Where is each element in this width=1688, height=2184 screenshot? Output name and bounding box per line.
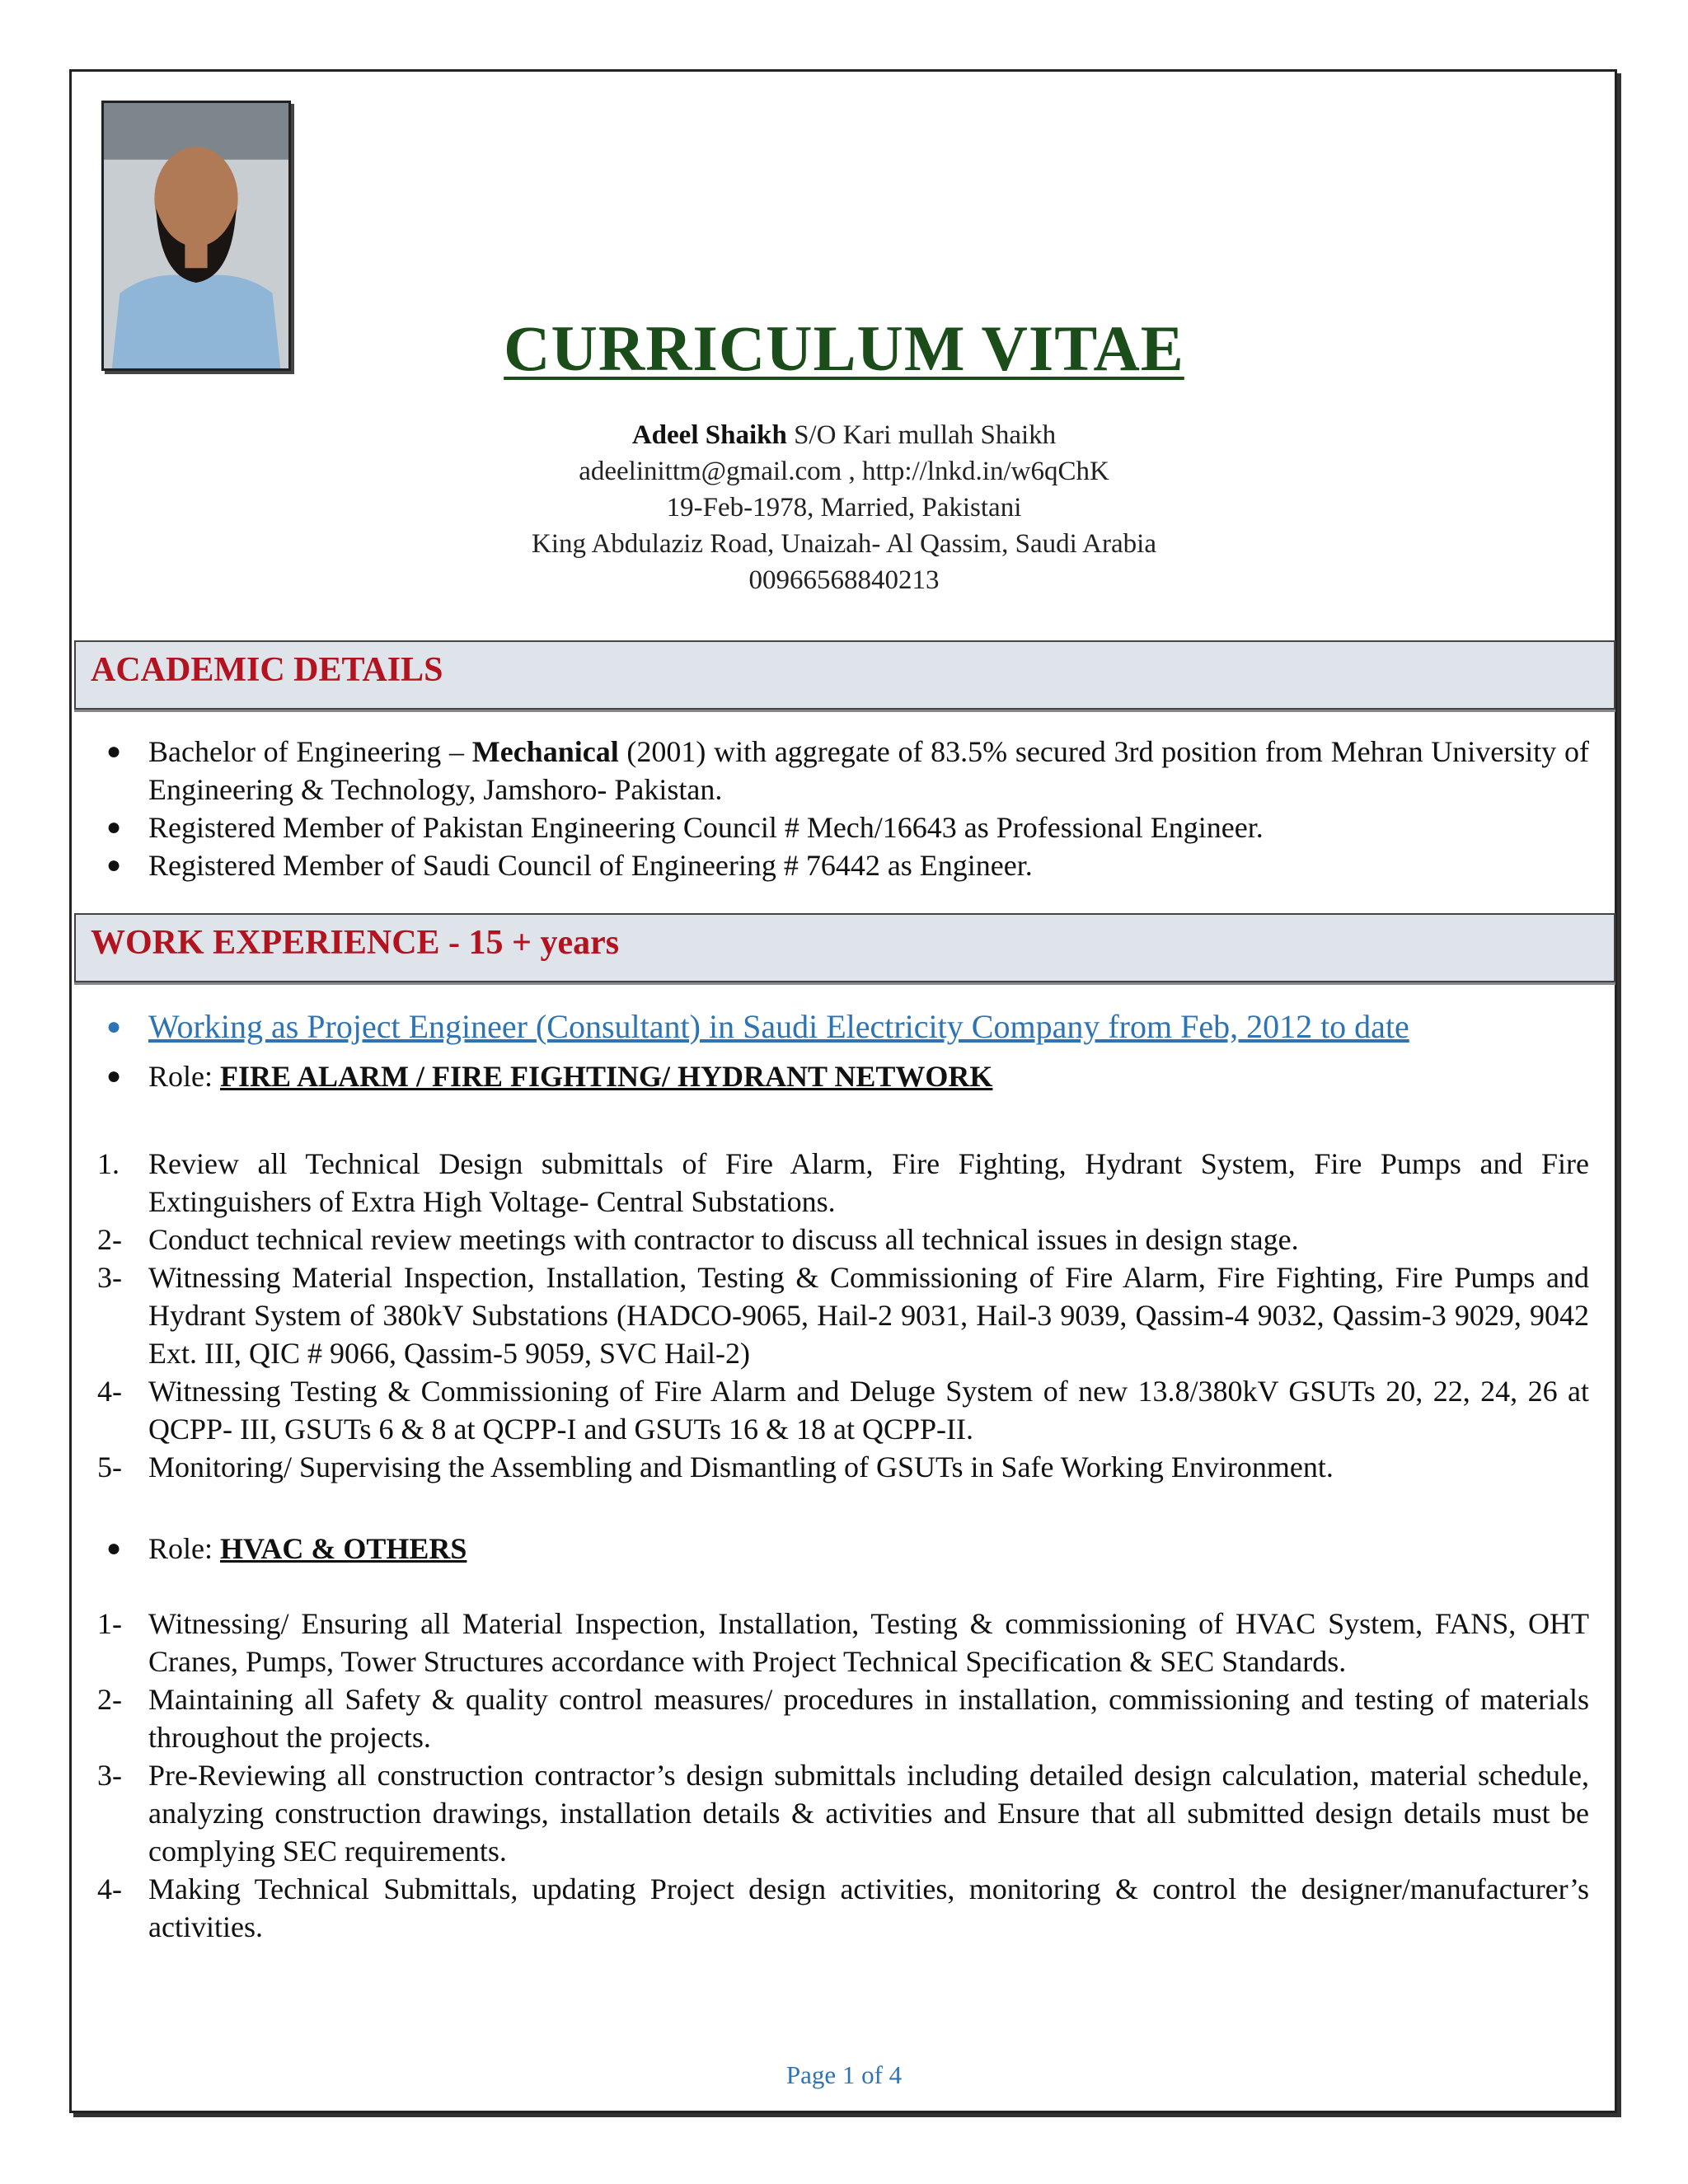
work-section-bar (74, 913, 1615, 982)
personal-details (0, 417, 1688, 598)
membership-text: Registered Member of Pakistan Engineering Council # Mech/16643 as Professional Engineer. (148, 811, 1264, 844)
role-title: HVAC & OTHERS (220, 1532, 467, 1565)
item-number: 4- (97, 1872, 122, 1905)
list-item (97, 846, 1589, 884)
item-number: 1- (97, 1607, 122, 1640)
item-text: Monitoring/ Supervising the Assembling and Dismantling of GSUTs in Safe Working Environment. (148, 1451, 1334, 1483)
bullet-icon: ● (106, 1013, 122, 1040)
contact-line: adeelinittm@gmail.com , http://lnkd.in/w6qChK (579, 457, 1109, 486)
list-item (97, 1448, 1589, 1486)
page-number: Page 1 of 4 (785, 2060, 903, 2089)
item-text: Maintaining all Safety & quality control measures/ procedures in installation, commissioning and testing of materials throughout the projects. (148, 1683, 1589, 1754)
list-item (97, 1057, 1589, 1095)
list-item (97, 1372, 1589, 1448)
list-item (97, 1756, 1589, 1870)
list-item (97, 1530, 1589, 1568)
item-text: Pre-Reviewing all construction contractor’s design submittals including detailed design calculation, material schedule, analyzing construction drawings, installation details & activities and Ensure that all submitted design details must be complying SEC requirements. (148, 1759, 1589, 1868)
role2-list (97, 1530, 1589, 1568)
hvac-duties-list (97, 1605, 1589, 1946)
item-number: 2- (97, 1683, 122, 1716)
role-title: FIRE ALARM / FIRE FIGHTING/ HYDRANT NETWORK (220, 1060, 993, 1093)
list-item (97, 1221, 1589, 1258)
fire-duties-list (97, 1145, 1589, 1486)
academic-section-bar (74, 640, 1615, 710)
address-line: King Abdulaziz Road, Unaizah- Al Qassim, Saudi Arabia (532, 529, 1156, 559)
list-item (97, 1005, 1589, 1049)
list-item (97, 1870, 1589, 1946)
position-list (97, 1005, 1589, 1095)
item-text: Conduct technical review meetings with contractor to discuss all technical issues in design stage. (148, 1223, 1299, 1256)
item-number: 2- (97, 1223, 122, 1256)
academic-list (97, 733, 1589, 884)
item-text: Review all Technical Design submittals of Fire Alarm, Fire Fighting, Hydrant System, Fire Pumps and Fire Extinguishers of Extra High Voltage- Central Substations. (148, 1147, 1589, 1218)
item-text: Witnessing Material Inspection, Installation, Testing & Commissioning of Fire Alarm, Fire Fighting, Fire Pumps and Hydrant System of 380kV Substations (HADCO-9065, Hail-2 9031, Hail-3 9039, Qassim-4 9032, Qassim-3 9029, 9042 Ext. III, QIC # 9066, Qassim-5 9059, SVC Hail-2) (148, 1261, 1589, 1370)
list-item (97, 1680, 1589, 1756)
item-number: 1. (97, 1147, 120, 1180)
dob-status-line: 19-Feb-1978, Married, Pakistani (666, 493, 1022, 523)
degree-text: Bachelor of Engineering – (148, 735, 472, 768)
bullet-icon: ● (106, 1062, 122, 1090)
item-number: 5- (97, 1451, 122, 1483)
list-item (97, 1258, 1589, 1372)
item-text: Making Technical Submittals, updating Project design activities, monitoring & control the designer/manufacturer’s activities. (148, 1872, 1589, 1943)
academic-heading: ACADEMIC DETAILS (91, 651, 443, 689)
item-number: 3- (97, 1261, 122, 1294)
item-text: Witnessing Testing & Commissioning of Fire Alarm and Deluge System of new 13.8/380kV GSUTs 20, 22, 24, 26 at QCPP- III, GSUTs 6 & 8 at QCPP-I and GSUTs 16 & 18 at QCPP-II. (148, 1375, 1589, 1446)
position-link[interactable]: Working as Project Engineer (Consultant) in Saudi Electricity Company from Feb, 2012 to date (148, 1008, 1409, 1045)
candidate-name: Adeel Shaikh (631, 420, 787, 450)
title-text: CURRICULUM VITAE (504, 312, 1184, 384)
membership-text: Registered Member of Saudi Council of Engineering # 76442 as Engineer. (148, 849, 1033, 882)
role-label: Role: (148, 1532, 220, 1565)
work-heading: WORK EXPERIENCE - 15 + years (91, 924, 620, 962)
bullet-icon: ● (106, 738, 122, 765)
phone-line: 00966568840213 (748, 565, 940, 595)
bullet-icon: ● (106, 851, 122, 879)
item-number: 4- (97, 1375, 122, 1408)
list-item (97, 1145, 1589, 1221)
item-number: 3- (97, 1759, 122, 1792)
bullet-icon: ● (106, 1535, 122, 1562)
bullet-icon: ● (106, 813, 122, 841)
parentage: S/O Kari mullah Shaikh (786, 420, 1057, 450)
name-line (0, 417, 1688, 453)
list-item (97, 1605, 1589, 1680)
list-item (97, 808, 1589, 846)
degree-major: Mechanical (471, 735, 619, 768)
degree-detail: (2001) with aggregate of 83.5% secured 3rd position from Mehran University of Engineering & Technology, Jamshoro- Pakistan. (148, 735, 1589, 806)
role-label: Role: (148, 1060, 220, 1093)
page-title (0, 312, 1688, 386)
item-text: Witnessing/ Ensuring all Material Inspection, Installation, Testing & commissioning of HVAC System, FANS, OHT Cranes, Pumps, Tower Structures accordance with Project Technical Specification & SEC Standards. (148, 1607, 1589, 1678)
list-item (97, 733, 1589, 808)
